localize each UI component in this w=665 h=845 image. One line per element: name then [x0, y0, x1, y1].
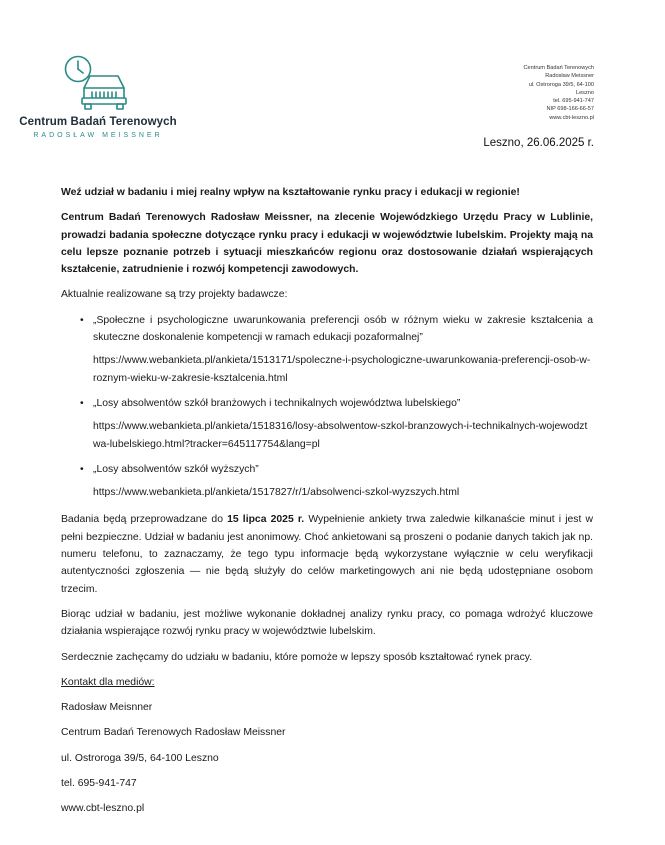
- header-contact-line: Leszno: [575, 89, 594, 96]
- media-contact-address: ul. Ostroroga 39/5, 64-100 Leszno: [61, 752, 219, 764]
- header-contact-line: ul. Ostroroga 39/5, 64-100: [528, 81, 594, 88]
- org-subtitle: RADOSŁAW MEISSNER: [33, 132, 163, 139]
- clock-car-logo-icon: [62, 52, 134, 112]
- media-contact-org: Centrum Badań Terenowych Radosław Meissner: [61, 727, 286, 739]
- project-link[interactable]: https://www.webankieta.pl/ankieta/1517827/r/1/absolwenci-szkol-wyzszych.html: [93, 487, 460, 499]
- company-logo: [18, 52, 178, 139]
- project-link[interactable]: https://www.webankieta.pl/ankieta/1518316/losy-absolwentow-szkol-branzowych-i-technikalnych-wojewodztwa-lubelskiego.html?tracker=645117754&lang=pl: [93, 421, 588, 450]
- document-date: Leszno, 26.06.2025 r.: [483, 137, 594, 149]
- header-contact-line: Radosław Meissner: [545, 73, 594, 80]
- deadline-pre: Badania będą przeprowadzane do: [61, 514, 228, 526]
- letter-body: [61, 184, 593, 826]
- list-item: [61, 312, 593, 387]
- bullet: •: [80, 397, 84, 409]
- header-contact-line: tel. 695-941-747: [553, 98, 594, 105]
- media-contact-label: Kontakt dla mediów:: [61, 676, 155, 688]
- deadline-paragraph: [61, 511, 593, 597]
- headline: Weź udział w badaniu i miej realny wpływ na kształtowanie rynku pracy i edukacji w regionie!: [61, 187, 520, 198]
- header-contact-block: [524, 64, 594, 122]
- header-contact-line: www.cbt-leszno.pl: [549, 114, 594, 121]
- header-contact-line: NIP 698-166-66-57: [546, 106, 594, 113]
- benefit-paragraph: Biorąc udział w badaniu, jest możliwe wykonanie dokładnej analizy rynku pracy, co pomaga wdrożyć kluczowe działania wspierające rozwój rynku pracy w województwie lubelskim.: [61, 608, 593, 638]
- projects-list: [61, 312, 593, 502]
- bullet: •: [80, 314, 84, 326]
- projects-intro: Aktualnie realizowane są trzy projekty badawcze:: [61, 289, 288, 301]
- project-title: „Losy absolwentów szkół branżowych i technikalnych województwa lubelskiego”: [93, 397, 461, 409]
- media-contact-name: Radosław Meisnner: [61, 702, 153, 714]
- header-contact-line: Centrum Badań Terenowych: [523, 65, 594, 71]
- media-contact-website[interactable]: www.cbt-leszno.pl: [61, 803, 145, 815]
- deadline-date: 15 lipca 2025 r.: [227, 514, 305, 526]
- list-item: [61, 461, 593, 502]
- bullet: •: [80, 463, 84, 475]
- project-link[interactable]: https://www.webankieta.pl/ankieta/1513171/spoleczne-i-psychologiczne-uwarunkowania-preferencji-osob-w-roznym-wieku-w-zakresie-ksztalcenia.html: [93, 355, 591, 384]
- deadline-post: Wypełnienie ankiety trwa zaledwie kilkanaście minut i jest w pełni bezpieczne. Udział w badaniu jest anonimowy. Choć ankietowani są proszeni o podanie danych takich jak np. numeru telefonu, to zaznaczamy, że tego typu informacje będą wykorzystane wyłącznie w celu weryfikacji autentyczności zgłoszenia — nie będą służyły do celów marketingowych ani nie będą udostępniane osobom trzecim.: [61, 514, 593, 595]
- project-title: „Losy absolwentów szkół wyższych”: [93, 463, 259, 475]
- org-name: Centrum Badań Terenowych: [19, 116, 177, 128]
- media-contact-phone: tel. 695-941-747: [61, 778, 137, 790]
- project-title: „Społeczne i psychologiczne uwarunkowania preferencji osób w różnym wieku w zakresie kształcenia a skuteczne doskonalenie kompetencji w ramach edukacji pozaformalnej”: [93, 314, 593, 344]
- intro-paragraph: Centrum Badań Terenowych Radosław Meissner, na zlecenie Wojewódzkiego Urzędu Pracy w Lublinie, prowadzi badania społeczne dotyczące rynku pracy i edukacji w województwie lubelskim. Projekty mają na celu lepsze poznanie potrzeb i sytuacji mieszkańców regionu oraz dostosowanie działań wspierających kształcenie, zatrudnienie i rozwój kompetencji zawodowych.: [61, 212, 593, 276]
- list-item: [61, 395, 593, 453]
- invite-paragraph: Serdecznie zachęcamy do udziału w badaniu, które pomoże w lepszy sposób kształtować rynek pracy.: [61, 651, 533, 663]
